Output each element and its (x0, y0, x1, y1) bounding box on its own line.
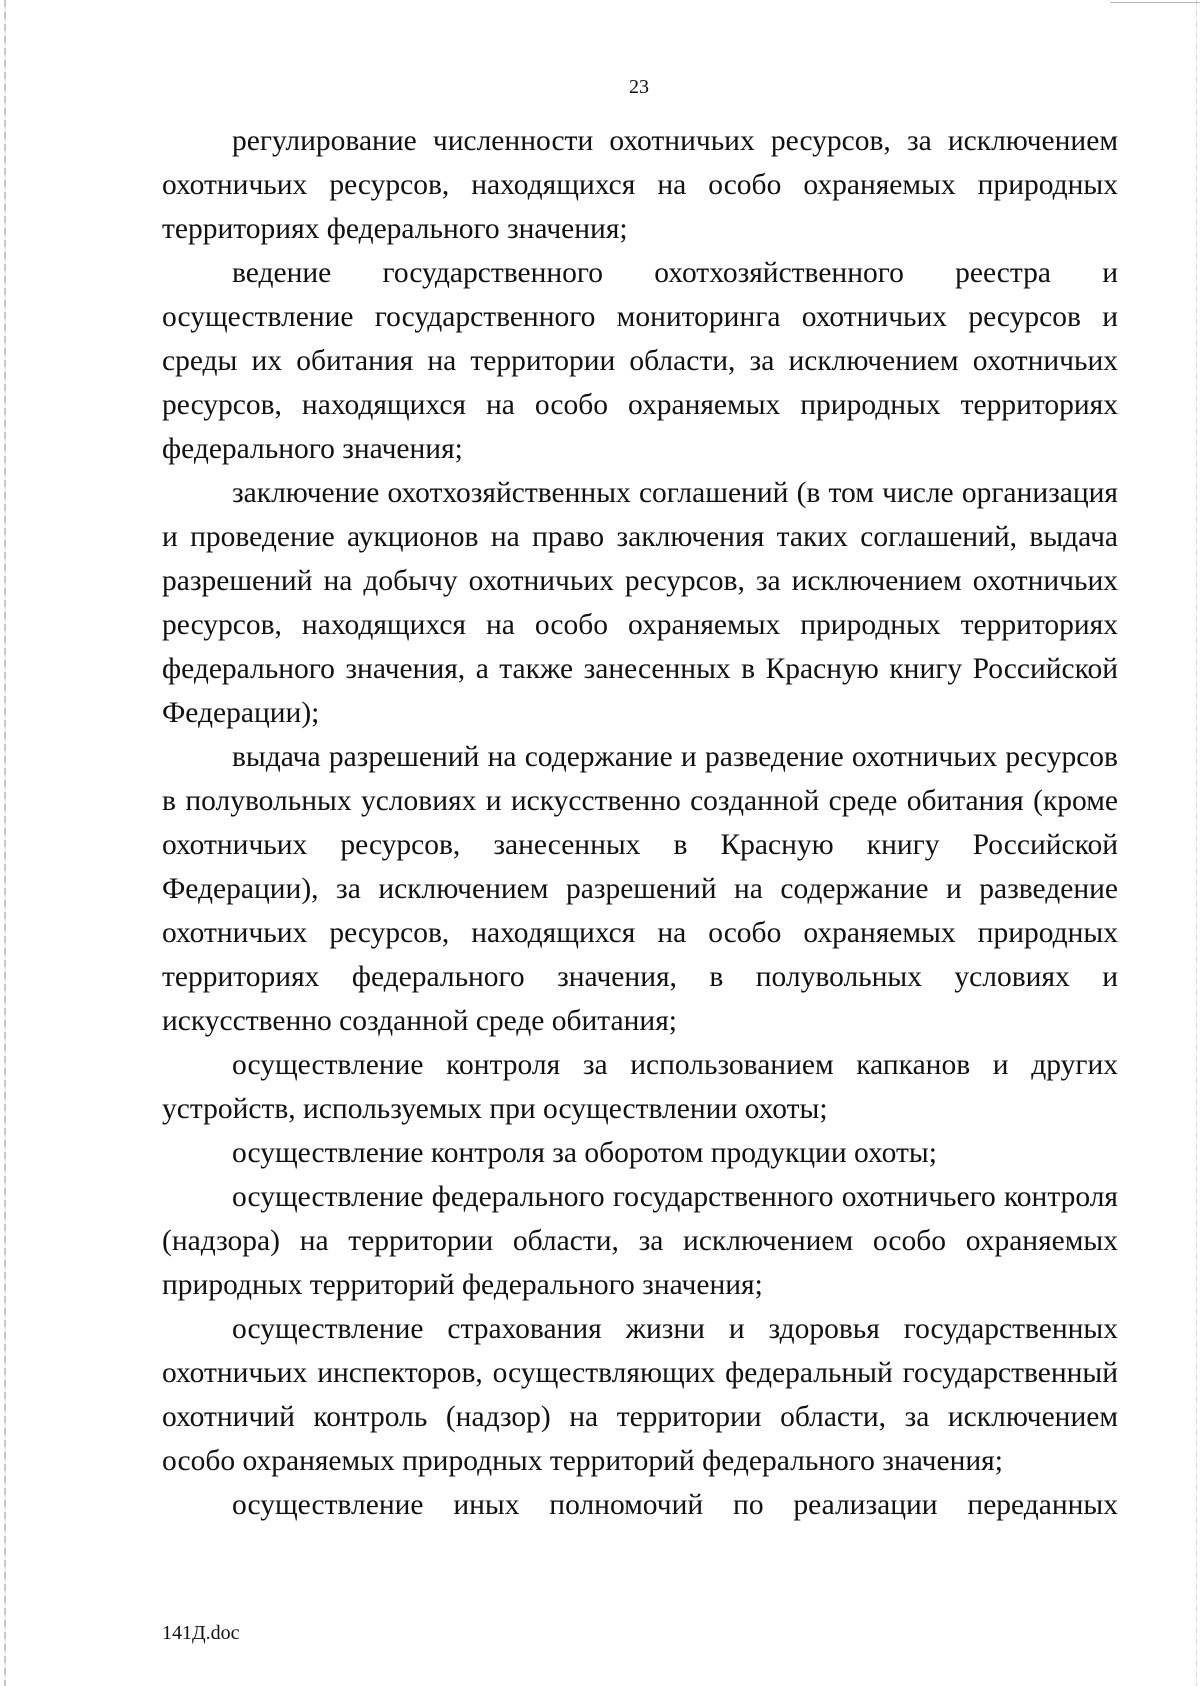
paragraph: ведение государственного охотхозяйственного реестра и осуществление государственного мониторинга охотничьих ресурсов и среды их обитания на территории области, за исключением охотничьих ресурсов, находящихся на особо охраняемых природных территориях федерального значения; (162, 257, 1118, 465)
scan-top-mark (1110, 2, 1200, 3)
paragraph: заключение охотхозяйственных соглашений (в том числе организация и проведение аукционов на право заключения таких соглашений, выдача разрешений на добычу охотничьих ресурсов, за исключением охотничьих ресурсов, находящихся на особо охраняемых природных территориях федерального значения, а также занесенных в Красную книгу Российской Федерации); (162, 477, 1118, 729)
paragraph: выдача разрешений на содержание и разведение охотничьих ресурсов в полувольных условиях и искусственно созданной среде обитания (кроме охотничьих ресурсов, занесенных в Красную книгу Российской Федерации), за исключением разрешений на содержание и разведение охотничьих ресурсов, находящихся на особо охраняемых природных территориях федерального значения, в полувольных условиях и искусственно созданной среде обитания; (162, 741, 1118, 1037)
paragraph: осуществление контроля за использованием капканов и других устройств, используемых при осуществлении охоты; (162, 1049, 1118, 1125)
paragraph: осуществление контроля за оборотом продукции охоты; (232, 1137, 937, 1169)
paragraph-last-line: осуществление иных полномочий по реализации переданных (232, 1489, 1118, 1521)
paragraph: осуществление страхования жизни и здоровья государственных охотничьих инспекторов, осуществляющих федеральный государственный охотничий контроль (надзор) на территории области, за исключением особо охраняемых природных территорий федерального значения; (162, 1313, 1118, 1477)
paragraph: осуществление федерального государственного охотничьего контроля (надзора) на территории области, за исключением особо охраняемых природных территорий федерального значения; (162, 1181, 1118, 1301)
paragraph: регулирование численности охотничьих ресурсов, за исключением охотничьих ресурсов, находящихся на особо охраняемых природных территориях федерального значения; (162, 125, 1118, 245)
scan-left-edge (4, 0, 6, 1686)
document-body (162, 119, 1118, 1527)
footer-filename: 141Д.doc (162, 1622, 240, 1644)
scan-right-edge (1196, 0, 1197, 1686)
page-number: 23 (629, 76, 649, 98)
